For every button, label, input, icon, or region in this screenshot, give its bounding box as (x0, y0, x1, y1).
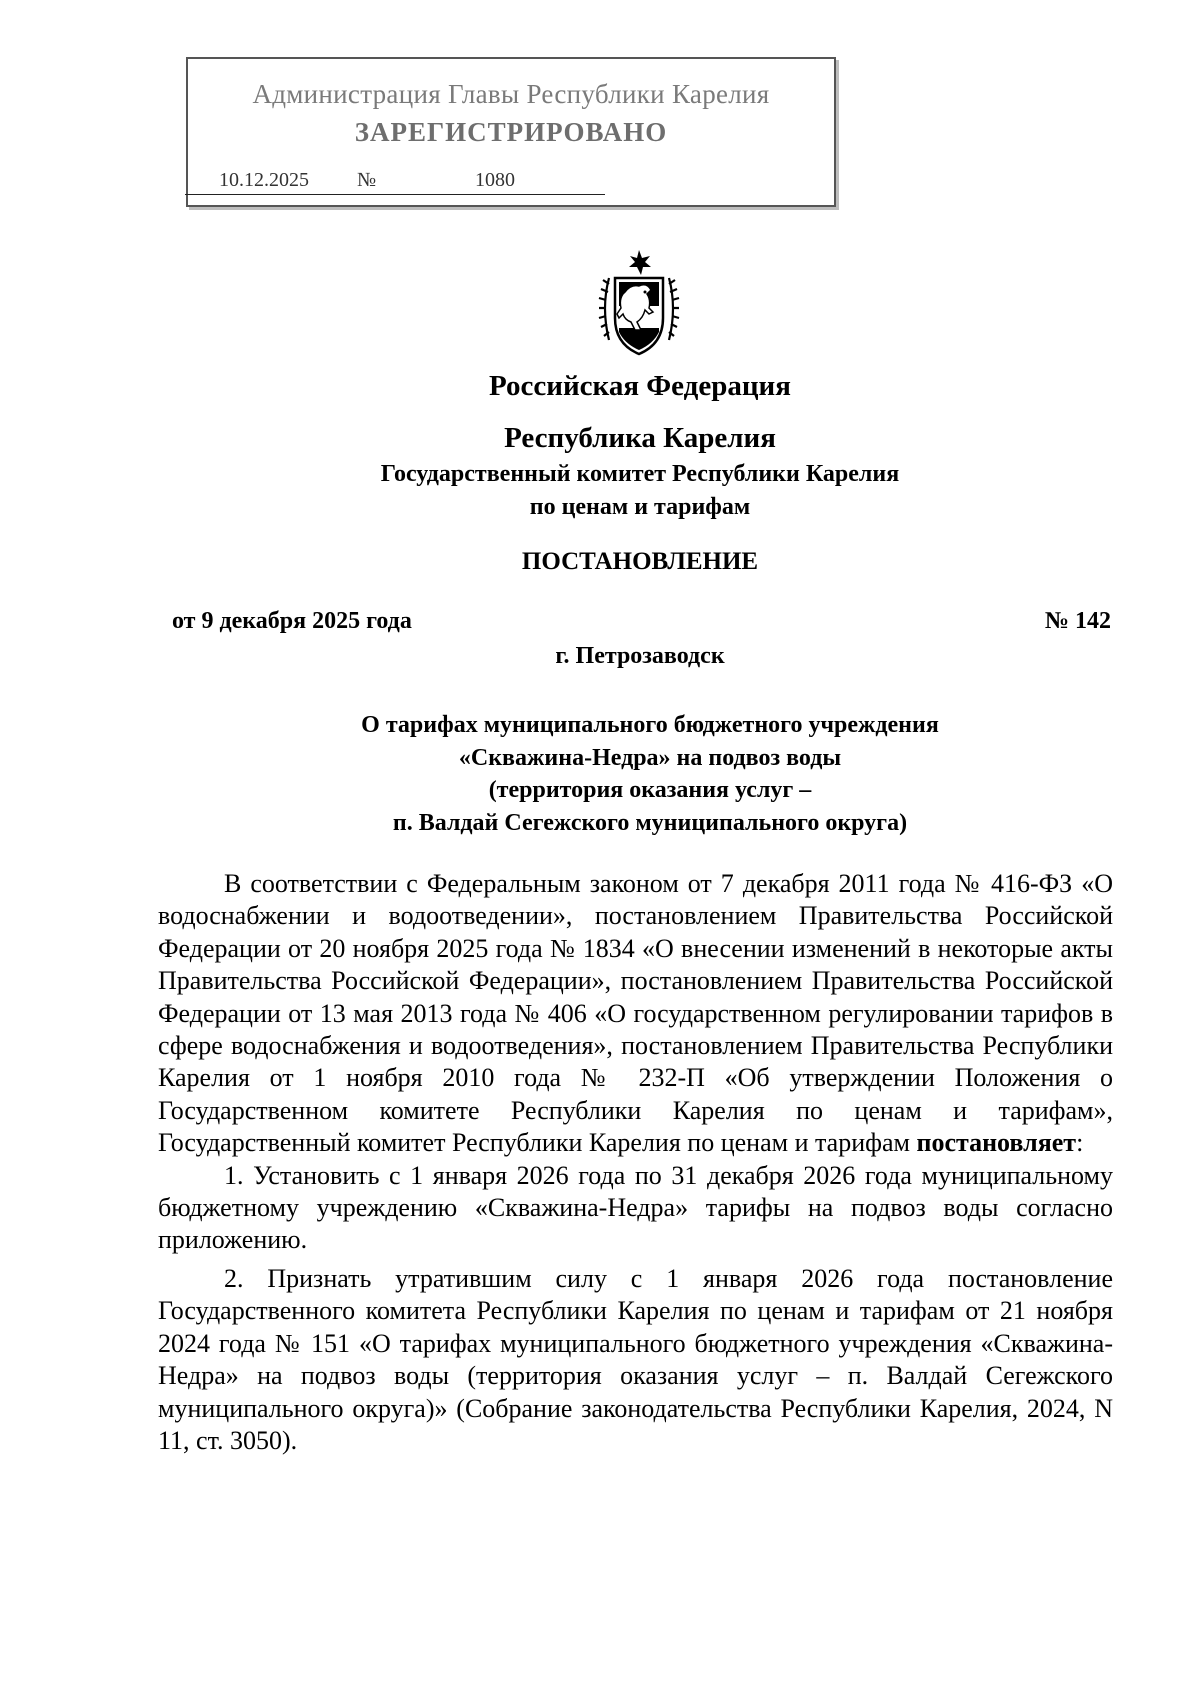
preamble-colon: : (1076, 1128, 1084, 1158)
republic-heading: Республика Карелия (504, 422, 776, 454)
stamp-registration-line (185, 167, 605, 197)
decree-keyword: постановляет (916, 1128, 1077, 1158)
country-heading: Российская Федерация (489, 370, 791, 402)
document-body (158, 868, 1113, 1457)
stamp-number: 1080 (475, 169, 515, 191)
title-line: О тарифах муниципального бюджетного учреждения (361, 712, 939, 738)
document-date: от 9 декабря 2025 года (172, 608, 412, 634)
stamp-administration-label: Администрация Главы Республики Карелия (252, 79, 770, 109)
stamp-registered-label: ЗАРЕГИСТРИРОВАНО (354, 117, 668, 147)
title-line: п. Валдай Сегежского муниципального округа) (392, 809, 908, 836)
committee-heading-line1: Государственный комитет Республики Карелия (380, 461, 900, 487)
item-2-paragraph: 2. Признать утратившим силу с 1 января 2026 года постановление Государственного комитета Республики Карелия по ценам и тарифам от 21 ноября 2024 года № 151 «О тарифах муниципального бюджетного учреждения «Скважина-Недра» на подвоз воды (территория оказания услуг – п. Валдай Сегежского муниципального округа)» (Собрание законодательства Республики Карелия, 2024, N 11, ст. 3050). (158, 1263, 1113, 1455)
karelia-coat-of-arms-icon (595, 248, 683, 360)
stamp-underline (185, 194, 605, 195)
preamble-text: В соответствии с Федеральным законом от 7 декабря 2011 года № 416-ФЗ «О водоснабжении и водоотведении», постановлением Правительства Российской Федерации от 20 ноября 2025 года № 1834 «О внесении изменений в некоторые акты Правительства Российской Федерации», постановлением Правительства Российской Федерации от 13 мая 2013 года № 406 «О государственном регулировании тарифов в сфере водоснабжения и водоотведения», постановлением Правительства Республики Карелия от 1 ноября 2010 года № 232-П «Об утверждении Положения о Государственном комитете Республики Карелия по ценам и тарифам», Государственный комитет Республики Карелия по ценам и тарифам (158, 869, 1113, 1158)
stamp-date: 10.12.2025 (219, 169, 309, 191)
item-1-paragraph: 1. Установить с 1 января 2026 года по 31 декабря 2026 года муниципальному бюджетному учреждению «Скважина-Недра» тарифы на подвоз воды согласно приложению. (158, 1160, 1113, 1255)
document-number: № 142 (1044, 608, 1111, 634)
title-line: «Скважина-Недра» на подвоз воды (458, 744, 842, 771)
preamble-paragraph (158, 868, 1113, 1160)
document-city: г. Петрозаводск (555, 643, 725, 669)
committee-heading-line2: по ценам и тарифам (529, 494, 751, 520)
title-line: (территория оказания услуг – (488, 777, 812, 803)
stamp-number-sign: № (357, 169, 377, 191)
document-title (220, 709, 1080, 839)
document-type-heading: ПОСТАНОВЛЕНИЕ (521, 548, 759, 575)
registration-stamp (186, 57, 836, 207)
